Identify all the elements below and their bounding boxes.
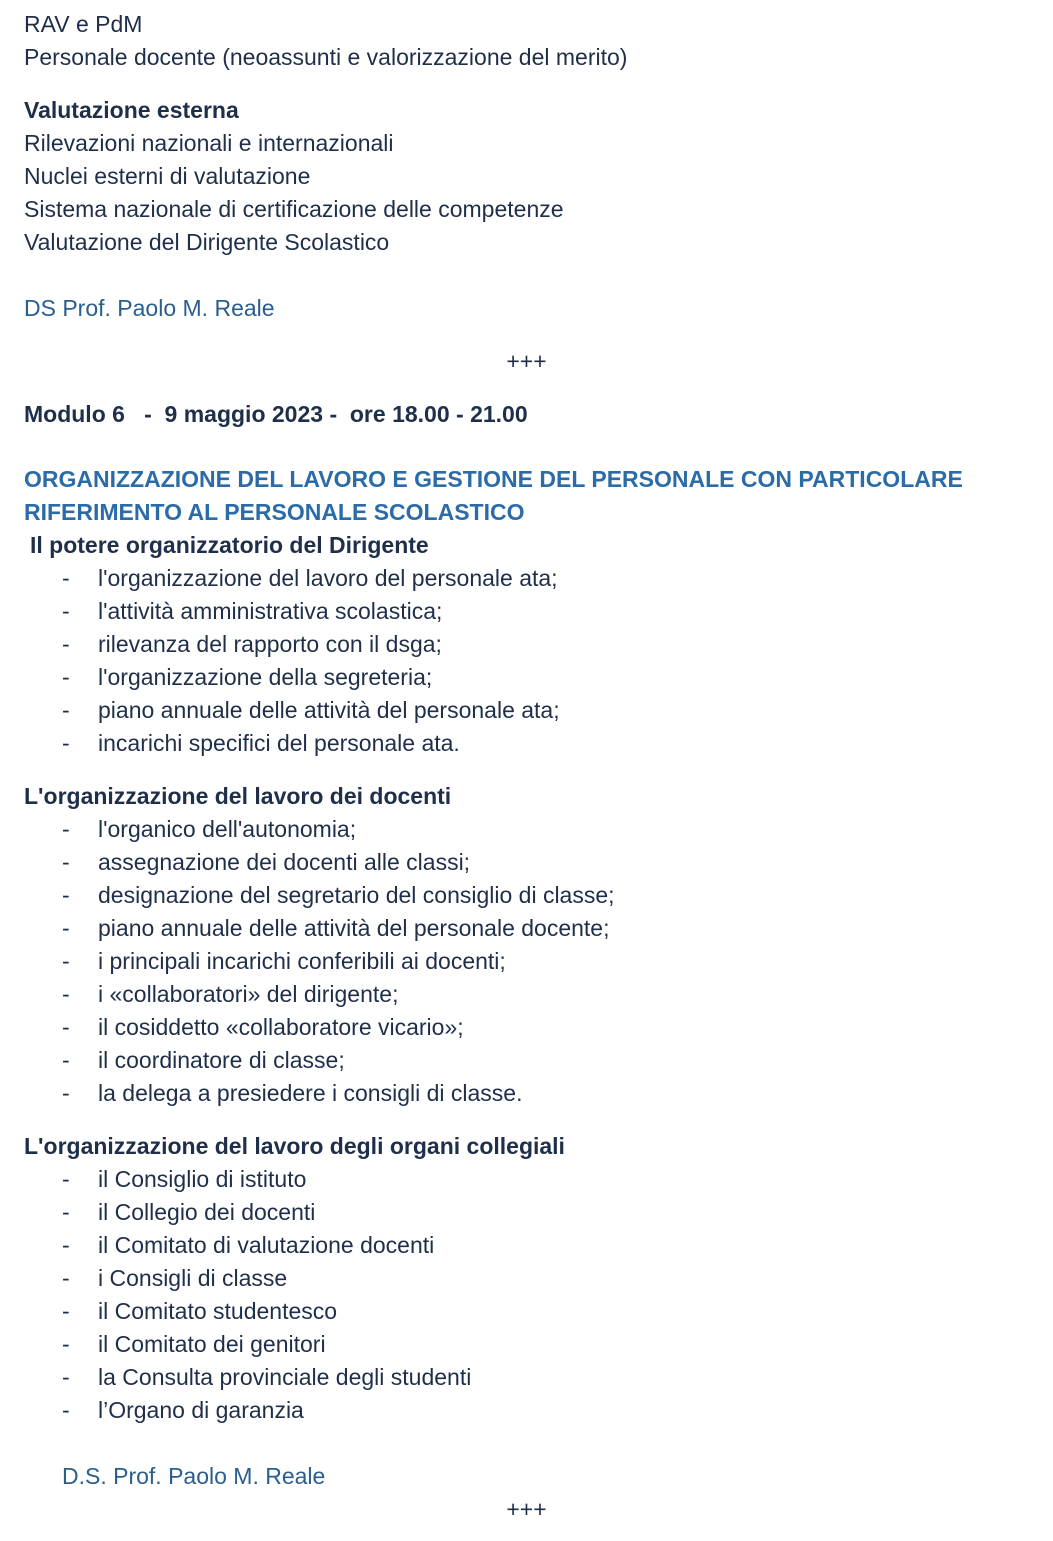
list-item: - il coordinatore di classe; (24, 1044, 1053, 1077)
list-item: - i «collaboratori» del dirigente; (24, 978, 1053, 1011)
valutazione-item: Nuclei esterni di valutazione (24, 163, 311, 189)
list-item: - piano annuale delle attività del personale ata; (24, 694, 1053, 727)
list-item: - incarichi specifici del personale ata. (24, 727, 1053, 760)
valutazione-item: Sistema nazionale di certificazione delle competenze (24, 196, 564, 222)
list-item: - il Comitato dei genitori (24, 1328, 1053, 1361)
list-item: - l'organico dell'autonomia; (24, 813, 1053, 846)
signature-1: DS Prof. Paolo M. Reale (24, 295, 275, 321)
list-item: - la Consulta provinciale degli studenti (24, 1361, 1053, 1394)
organi-title: L'organizzazione del lavoro degli organi collegiali (24, 1133, 565, 1159)
organi-list (24, 1163, 1053, 1427)
potere-title: Il potere organizzatorio del Dirigente (30, 532, 429, 558)
list-item: - la delega a presiedere i consigli di classe. (24, 1077, 1053, 1110)
separator-2: +++ (506, 1496, 547, 1522)
list-item: - il Consiglio di istituto (24, 1163, 1053, 1196)
top-line-rav: RAV e PdM (24, 11, 143, 37)
signature-2: D.S. Prof. Paolo M. Reale (62, 1463, 326, 1489)
list-item: - l'organizzazione della segreteria; (24, 661, 1053, 694)
list-item: - l'attività amministrativa scolastica; (24, 595, 1053, 628)
list-item: - l'organizzazione del lavoro del personale ata; (24, 562, 1053, 595)
list-item: - il Comitato di valutazione docenti (24, 1229, 1053, 1262)
docenti-list (24, 813, 1053, 1110)
list-item: - il Collegio dei docenti (24, 1196, 1053, 1229)
modulo-title: Modulo 6 - 9 maggio 2023 - ore 18.00 - 21.00 (24, 401, 528, 427)
docenti-title: L'organizzazione del lavoro dei docenti (24, 783, 452, 809)
list-item: - assegnazione dei docenti alle classi; (24, 846, 1053, 879)
list-item: - designazione del segretario del consiglio di classe; (24, 879, 1053, 912)
section-heading-line1: ORGANIZZAZIONE DEL LAVORO E GESTIONE DEL PERSONALE CON PARTICOLARE (24, 466, 963, 492)
list-item: - il cosiddetto «collaboratore vicario»; (24, 1011, 1053, 1044)
list-item: - i principali incarichi conferibili ai docenti; (24, 945, 1053, 978)
valutazione-item: Valutazione del Dirigente Scolastico (24, 229, 390, 255)
valutazione-item: Rilevazioni nazionali e internazionali (24, 130, 394, 156)
list-item: - piano annuale delle attività del personale docente; (24, 912, 1053, 945)
top-line-personale: Personale docente (neoassunti e valorizzazione del merito) (24, 44, 628, 70)
separator-1: +++ (506, 348, 547, 374)
list-item: - l’Organo di garanzia (24, 1394, 1053, 1427)
list-item: - il Comitato studentesco (24, 1295, 1053, 1328)
section-heading-line2: RIFERIMENTO AL PERSONALE SCOLASTICO (24, 499, 525, 525)
valutazione-esterna-title: Valutazione esterna (24, 97, 239, 123)
list-item: - i Consigli di classe (24, 1262, 1053, 1295)
potere-list (24, 562, 1053, 760)
list-item: - rilevanza del rapporto con il dsga; (24, 628, 1053, 661)
